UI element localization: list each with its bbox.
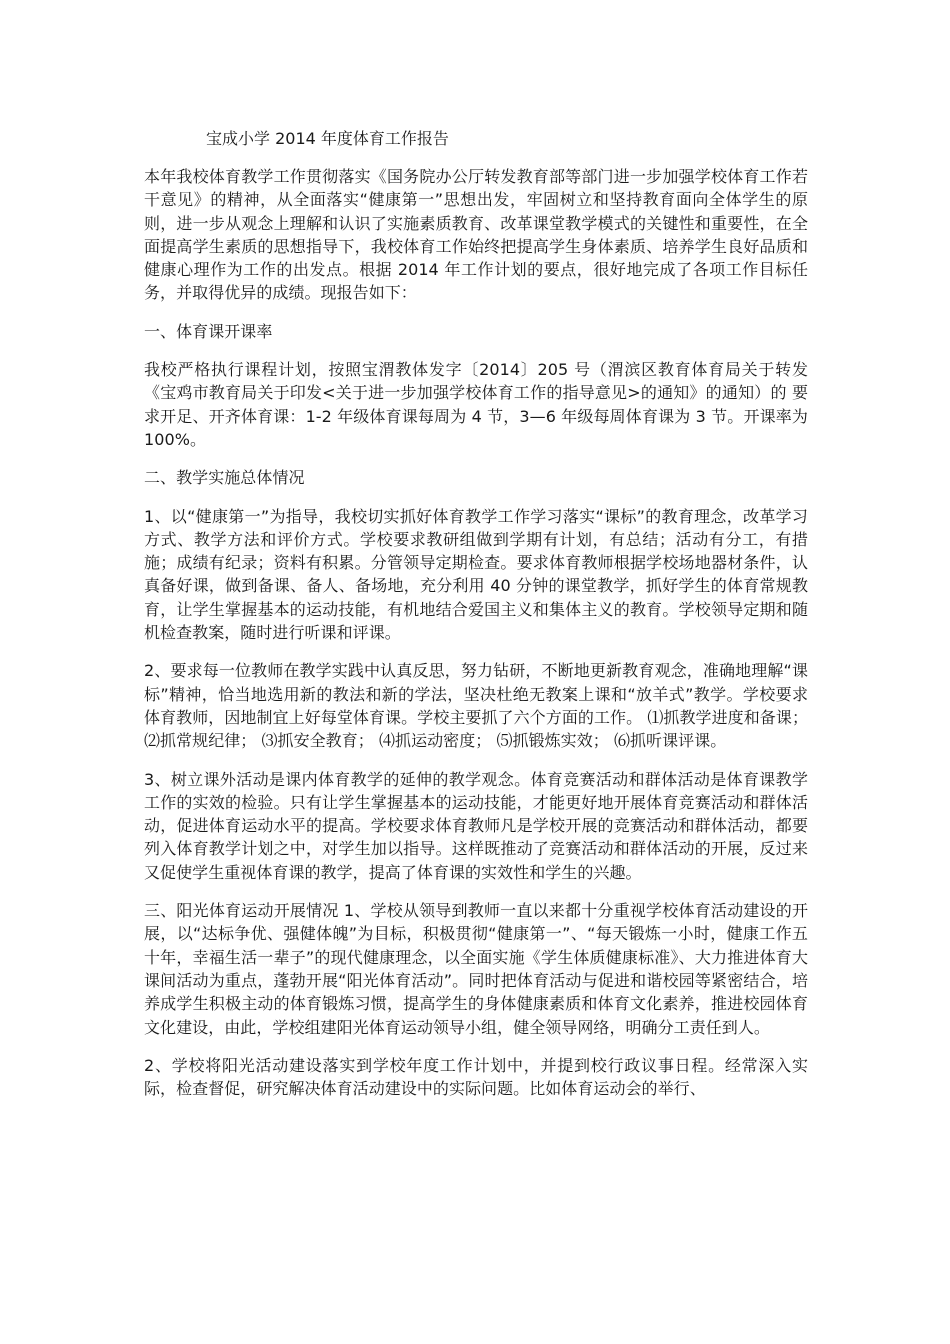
section-2-item-2: 2、要求每一位教师在教学实践中认真反思，努力钻研，不断地更新教育观念，准确地理解“课标”精神，恰当地选用新的教法和新的学法，坚决杜绝无教案上课和“放羊式”教学。学校要求体育教师，因地制宜上好每堂体育课。学校主要抓了六个方面的工作。 ⑴抓教学进度和备课； ⑵抓常规纪律； ⑶抓安全教育； ⑷抓运动密度； ⑸抓锻炼实效； ⑹抓听课评课。 [144,661,808,751]
section-heading-1: 一、体育课开课率 [144,321,273,341]
document-title: 宝成小学 2014 年度体育工作报告 [206,129,449,148]
section-1-paragraph: 我校严格执行课程计划，按照宝渭教体发字〔2014〕205 号（渭滨区教育体育局关于转发《宝鸡市教育局关于印发<关于进一步加强学校体育工作的指导意见>的通知》的通知）的 要求开足、开齐体育课：1-2 年级体育课每周为 4 节，3—6 年级每周体育课为 3 节。开课率为 100%。 [144,360,808,449]
document-body [144,165,808,1115]
section-3-item-2: 2、学校将阳光活动建设落实到学校年度工作计划中，并提到校行政议事日程。经常深入实际，检查督促，研究解决体育活动建设中的实际问题。比如体育运动会的举行、 [144,1055,808,1099]
section-3-item-1: 三、阳光体育运动开展情况 1、学校从领导到教师一直以来都十分重视学校体育活动建设的开展，以“达标争优、强健体魄”为目标，积极贯彻“健康第一”、“每天锻炼一小时，健康工作五十年，幸福生活一辈子”的现代健康理念，以全面实施《学生体质健康标准》、大力推进体育大课间活动为重点，蓬勃开展“阳光体育活动”。同时把体育活动与促进和谐校园等紧密结合，培养成学生积极主动的体育锻炼习惯，提高学生的身体健康素质和体育文化素养，推进校园体育文化建设，由此，学校组建阳光体育运动领导小组，健全领导网络，明确分工责任到人。 [144,901,808,1037]
section-2-item-3: 3、树立课外活动是课内体育教学的延伸的教学观念。体育竞赛活动和群体活动是体育课教学工作的实效的检验。只有让学生掌握基本的运动技能，才能更好地开展体育竞赛活动和群体活动，促进体育运动水平的提高。学校要求体育教师凡是学校开展的竞赛活动和群体活动，都要列入体育教学计划之中，对学生加以指导。这样既推动了竞赛活动和群体活动的开展，反过来又促使学生重视体育课的教学，提高了体育课的实效性和学生的兴趣。 [144,769,808,882]
intro-paragraph: 本年我校体育教学工作贯彻落实《国务院办公厅转发教育部等部门进一步加强学校体育工作若干意见》的精神，从全面落实“健康第一”思想出发，牢固树立和坚持教育面向全体学生的原则，进一步从观念上理解和认识了实施素质教育、改革课堂教学模式的关键性和重要性，在全面提高学生素质的思想指导下，我校体育工作始终把提高学生身体素质、培养学生良好品质和健康心理作为工作的出发点。根据 2014 年工作计划的要点，很好地完成了各项工作目标任务，并取得优异的成绩。现报告如下： [144,167,808,303]
section-2-item-1: 1、以“健康第一”为指导，我校切实抓好体育教学工作学习落实“课标”的教育理念，改革学习方式、教学方法和评价方式。学校要求教研组做到学期有计划，有总结；活动有分工，有措施；成绩有纪录；资料有积累。分管领导定期检查。要求体育教师根据学校场地器材条件，认真备好课，做到备课、备人、备场地，充分利用 40 分钟的课堂教学，抓好学生的体育常规教育，让学生掌握基本的运动技能，有机地结合爱国主义和集体主义的教育。学校领导定期和随机检查教案，随时进行听课和评课。 [144,506,808,643]
section-heading-2: 二、教学实施总体情况 [144,468,305,488]
